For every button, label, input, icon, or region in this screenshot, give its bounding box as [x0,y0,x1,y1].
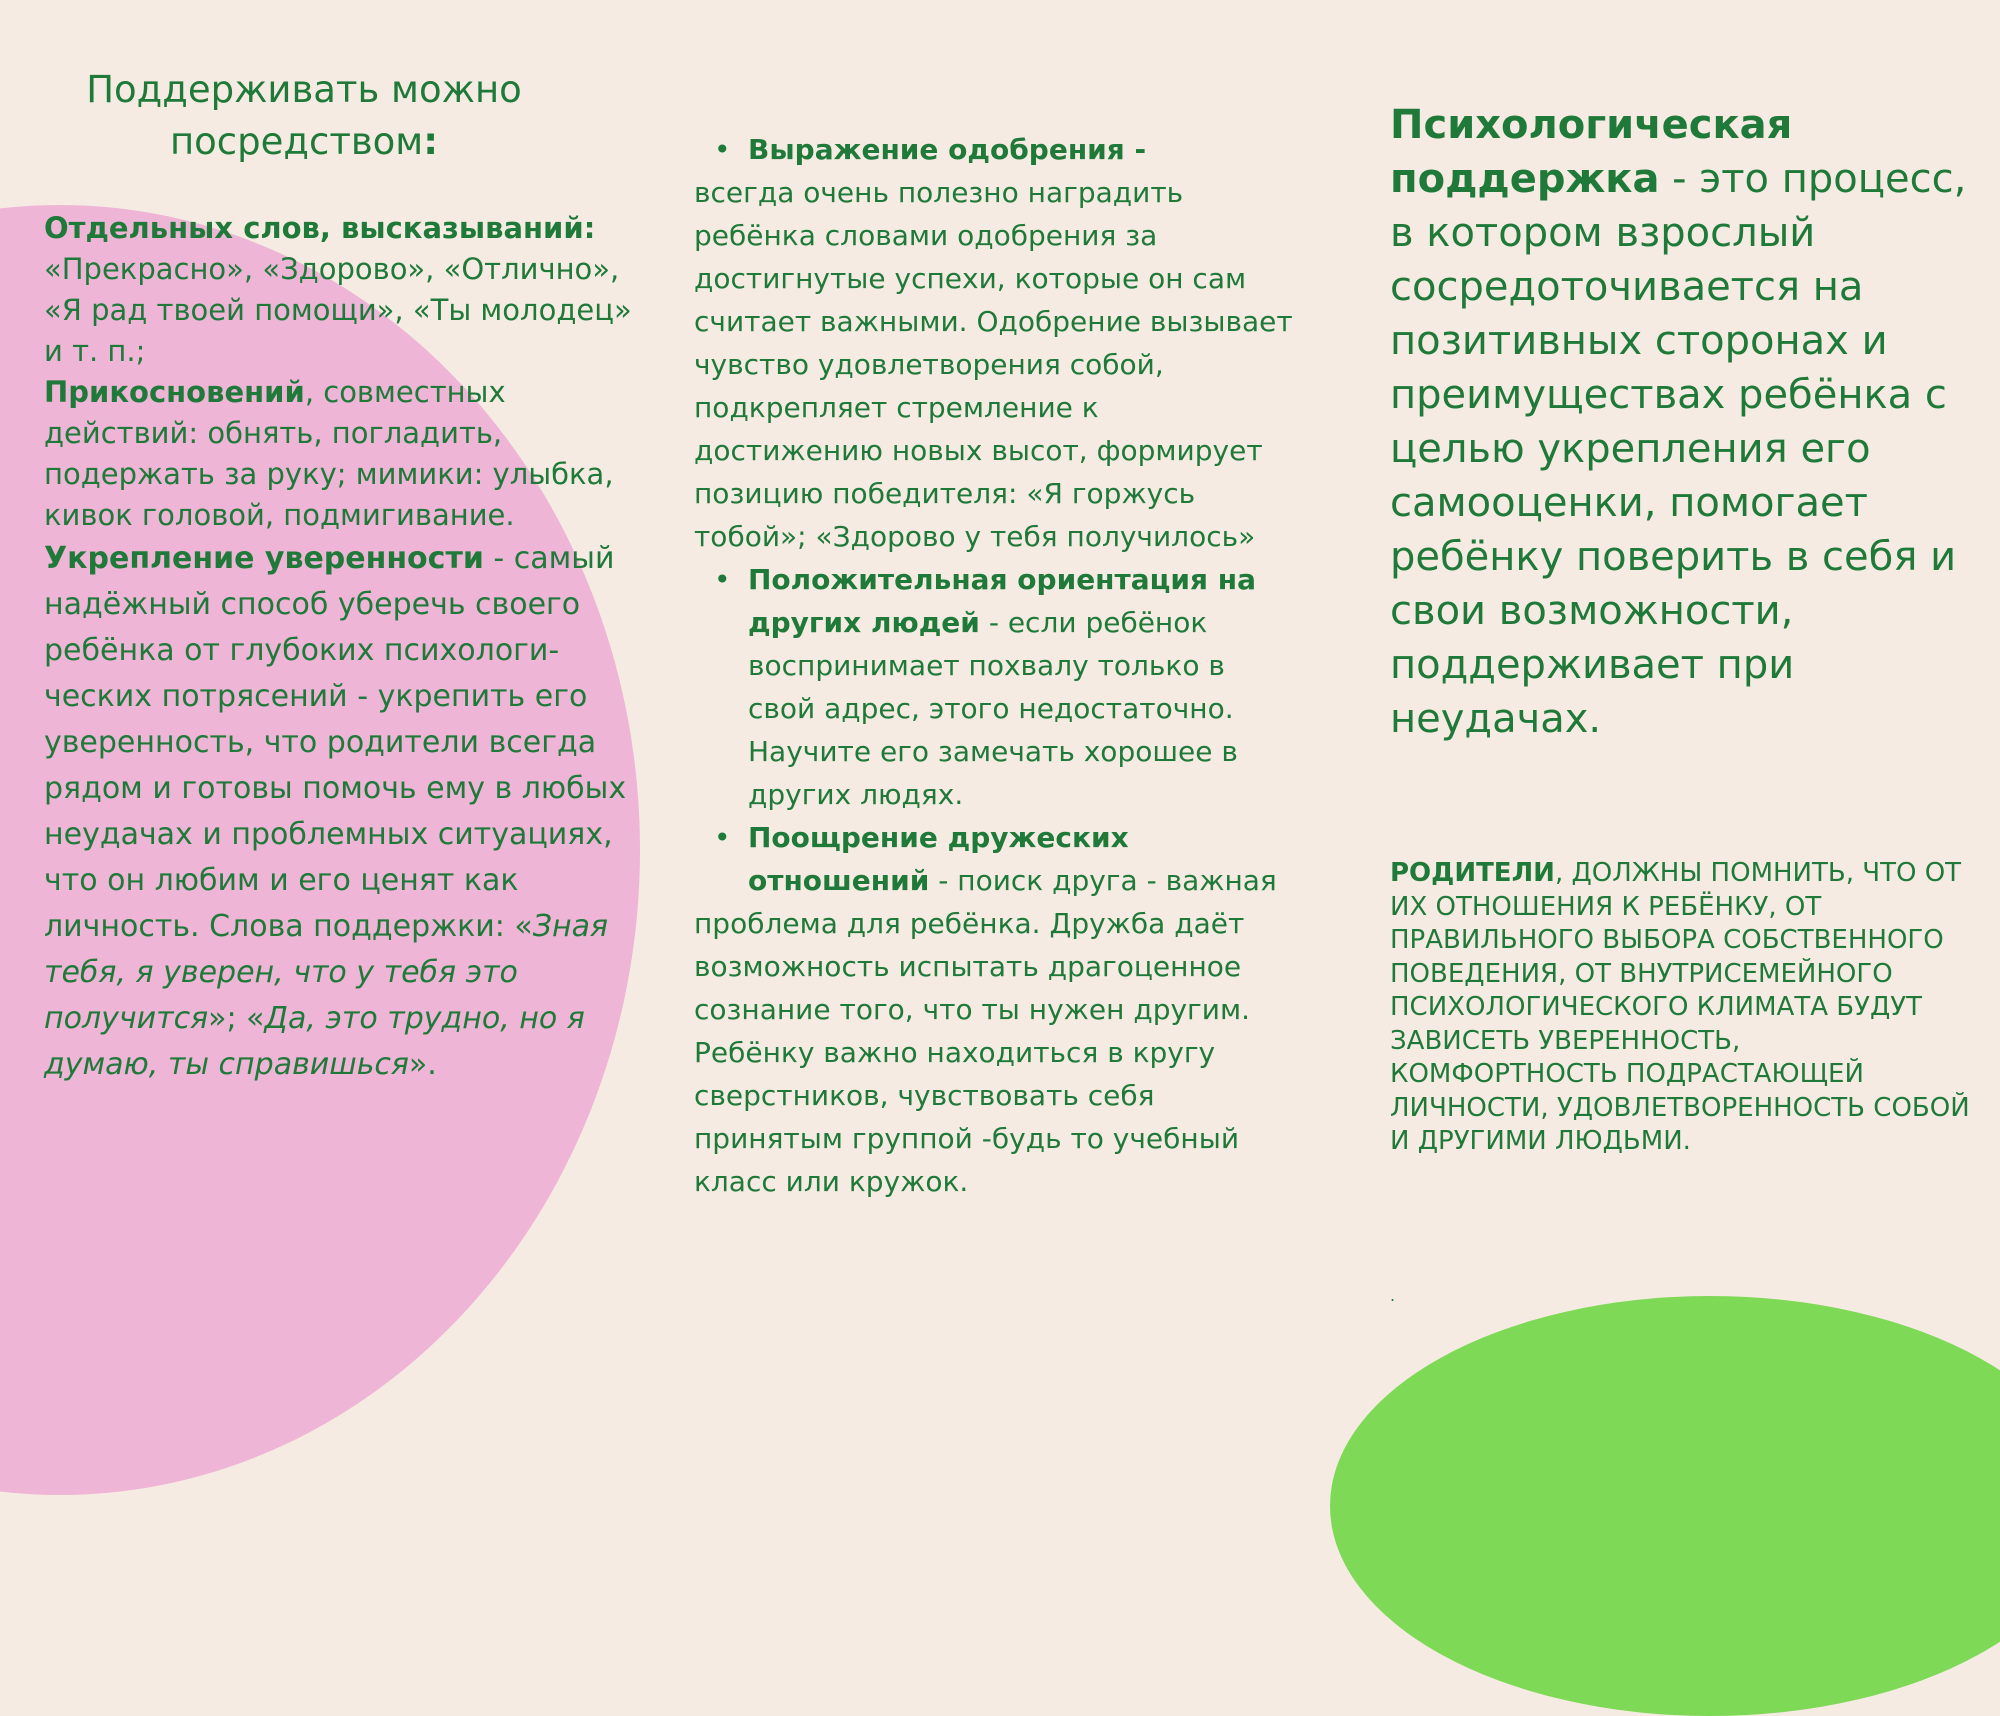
friendship-continuation: проблема для ребёнка. Дружба даёт возможность испытать драгоценное сознание того, что ты нужен другим. Ребёнку важно находиться в кругу сверстников, чувствовать себя принятым группой -будь то учебный класс или кружок. [694,907,1250,1198]
support-methods-title: Поддерживать можно посредством: [86,68,522,163]
footer-dot: . [1390,1286,1396,1305]
column-support-methods [44,64,644,1088]
confidence-paragraph: Укрепление уверенности - самый надёжный способ уберечь своего ребёнка от глубоких психологи-ческих потрясений - укрепить его уверенность, что родители всегда рядом и готовы помочь ему в любых неудачах и проблемных ситуациях, что он любим и его ценят как личность. Слова поддержки: «Зная тебя, я уверен, что у тебя это получится»; «Да, это трудно, но я думаю, ты справишься». [44,541,627,1082]
definition-paragraph: Психологическая поддержка - это процесс, в котором взрослый сосредоточивается на позитивных сторонах и преимуществах ребёнка с целью укрепления его самооценки, помогает ребёнку поверить в себя и свои возможности, поддерживает при неудачах. [1390,102,1967,742]
column-definition [1390,98,1970,1156]
green-semicircle-decoration [1330,1296,2000,1716]
parents-note: РОДИТЕЛИ, ДОЛЖНЫ ПОМНИТЬ, ЧТО ОТ ИХ ОТНОШЕНИЯ К РЕБЁНКУ, ОТ ПРАВИЛЬНОГО ВЫБОРА СОБСТВЕННОГО ПОВЕДЕНИЯ, ОТ ВНУТРИСЕМЕЙНОГО ПСИХОЛОГИЧЕСКОГО КЛИМАТА БУДУТ ЗАВИСЕТЬ УВЕРЕННОСТЬ, КОМФОРТНОСТЬ ПОДРАСТАЮЩЕЙ ЛИЧНОСТИ, УДОВЛЕТВОРЕННОСТЬ СОБОЙ И ДРУГИМИ ЛЮДЬМИ. [1390,858,1970,1156]
list-item-positive-orientation: • Положительная ориентация на других людей - если ребёнок воспринимает похвалу только в свой адрес, этого недостаточно. Научите его замечать хорошее в других людях. [714,563,1256,811]
support-words-paragraph: Отдельных слов, высказываний: «Прекрасно», «Здорово», «Отлично», «Я рад твоей помощи», «Ты молодец» и т. п.; Прикосновений, совместных действий: обнять, погладить, подержать за руку; мимики: улыбка, кивок головой, подмигивание. [44,211,632,532]
column-support-list [694,128,1294,1203]
list-item-friendship: • Поощрение дружеских отношений - поиск друга - важная [714,821,1277,897]
list-item-approval: • Выражение одобрения - всегда очень полезно наградить ребёнка словами одобрения за достигнутые успехи, которые он сам считает важными. Одобрение вызывает чувство удовлетворения собой, подкрепляет стремление к достижению новых высот, формирует позицию победителя: «Я горжусь тобой»; «Здорово у тебя получилось» [694,133,1293,553]
